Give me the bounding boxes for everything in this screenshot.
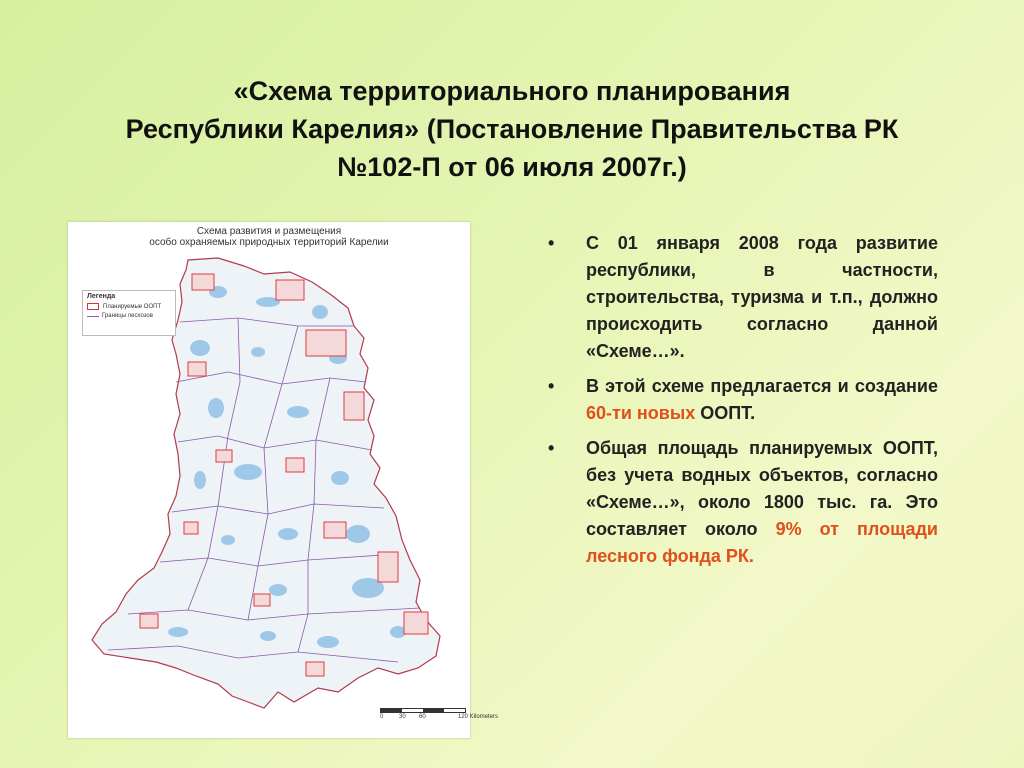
slide-title <box>0 72 1024 186</box>
bullet-item-2 <box>548 373 938 427</box>
title-line-1: «Схема территориального планирования <box>233 76 791 106</box>
bullet-text-2b: ООПТ. <box>695 403 756 423</box>
bullet-marker: • <box>548 376 555 396</box>
legend-item-boundaries <box>87 313 175 319</box>
bullet-text-3: Общая площадь планируемых ООПТ, без учета водных объектов, согласно «Схеме…», около 1800 тыс. га. Это составляет около <box>586 438 938 539</box>
karelia-protected-areas-map <box>68 222 499 738</box>
bullet-text-1: С 01 января 2008 года развитие республики, в частности, строительства, туризма и т.п., должно происходить согласно данной «Схеме…». <box>586 233 938 361</box>
legend-title: Легенда <box>87 293 116 300</box>
bullet-item-3 <box>548 435 938 570</box>
bullet-marker: • <box>548 438 555 458</box>
title-line-2: Республики Карелия» (Постановление Правительства РК <box>125 114 899 144</box>
bullet-highlight-percent: 9% от площади лесного фонда РК. <box>586 519 939 566</box>
bullet-list <box>548 230 938 578</box>
bullet-item-1 <box>548 230 938 365</box>
legend-item-planned <box>87 303 175 310</box>
scale-tick-30: 30 <box>399 714 406 720</box>
legend-label-planned: Планируемые ООПТ <box>103 303 162 310</box>
legend-label-boundaries: Границы лесхозов <box>102 313 153 319</box>
legend-swatch-planned <box>87 303 99 310</box>
map-title-line-1: Схема развития и размещения <box>196 226 342 237</box>
title-line-3: №102-П от 06 июля 2007г.) <box>337 152 687 182</box>
map-legend <box>82 290 176 336</box>
bullet-marker: • <box>548 233 555 253</box>
scale-tick-120: 120 Kilometers <box>458 714 499 720</box>
bullet-highlight-new-areas: 60-ти новых <box>586 403 696 423</box>
map-title-line-2: особо охраняемых природных территорий Карелии <box>149 237 389 248</box>
legend-swatch-boundaries <box>87 316 99 317</box>
scale-tick-0: 0 <box>380 714 384 720</box>
bullet-text-2a: В этой схеме предлагается и создание <box>586 376 938 396</box>
map-scale-bar <box>380 708 499 722</box>
scale-tick-60: 60 <box>419 714 426 720</box>
